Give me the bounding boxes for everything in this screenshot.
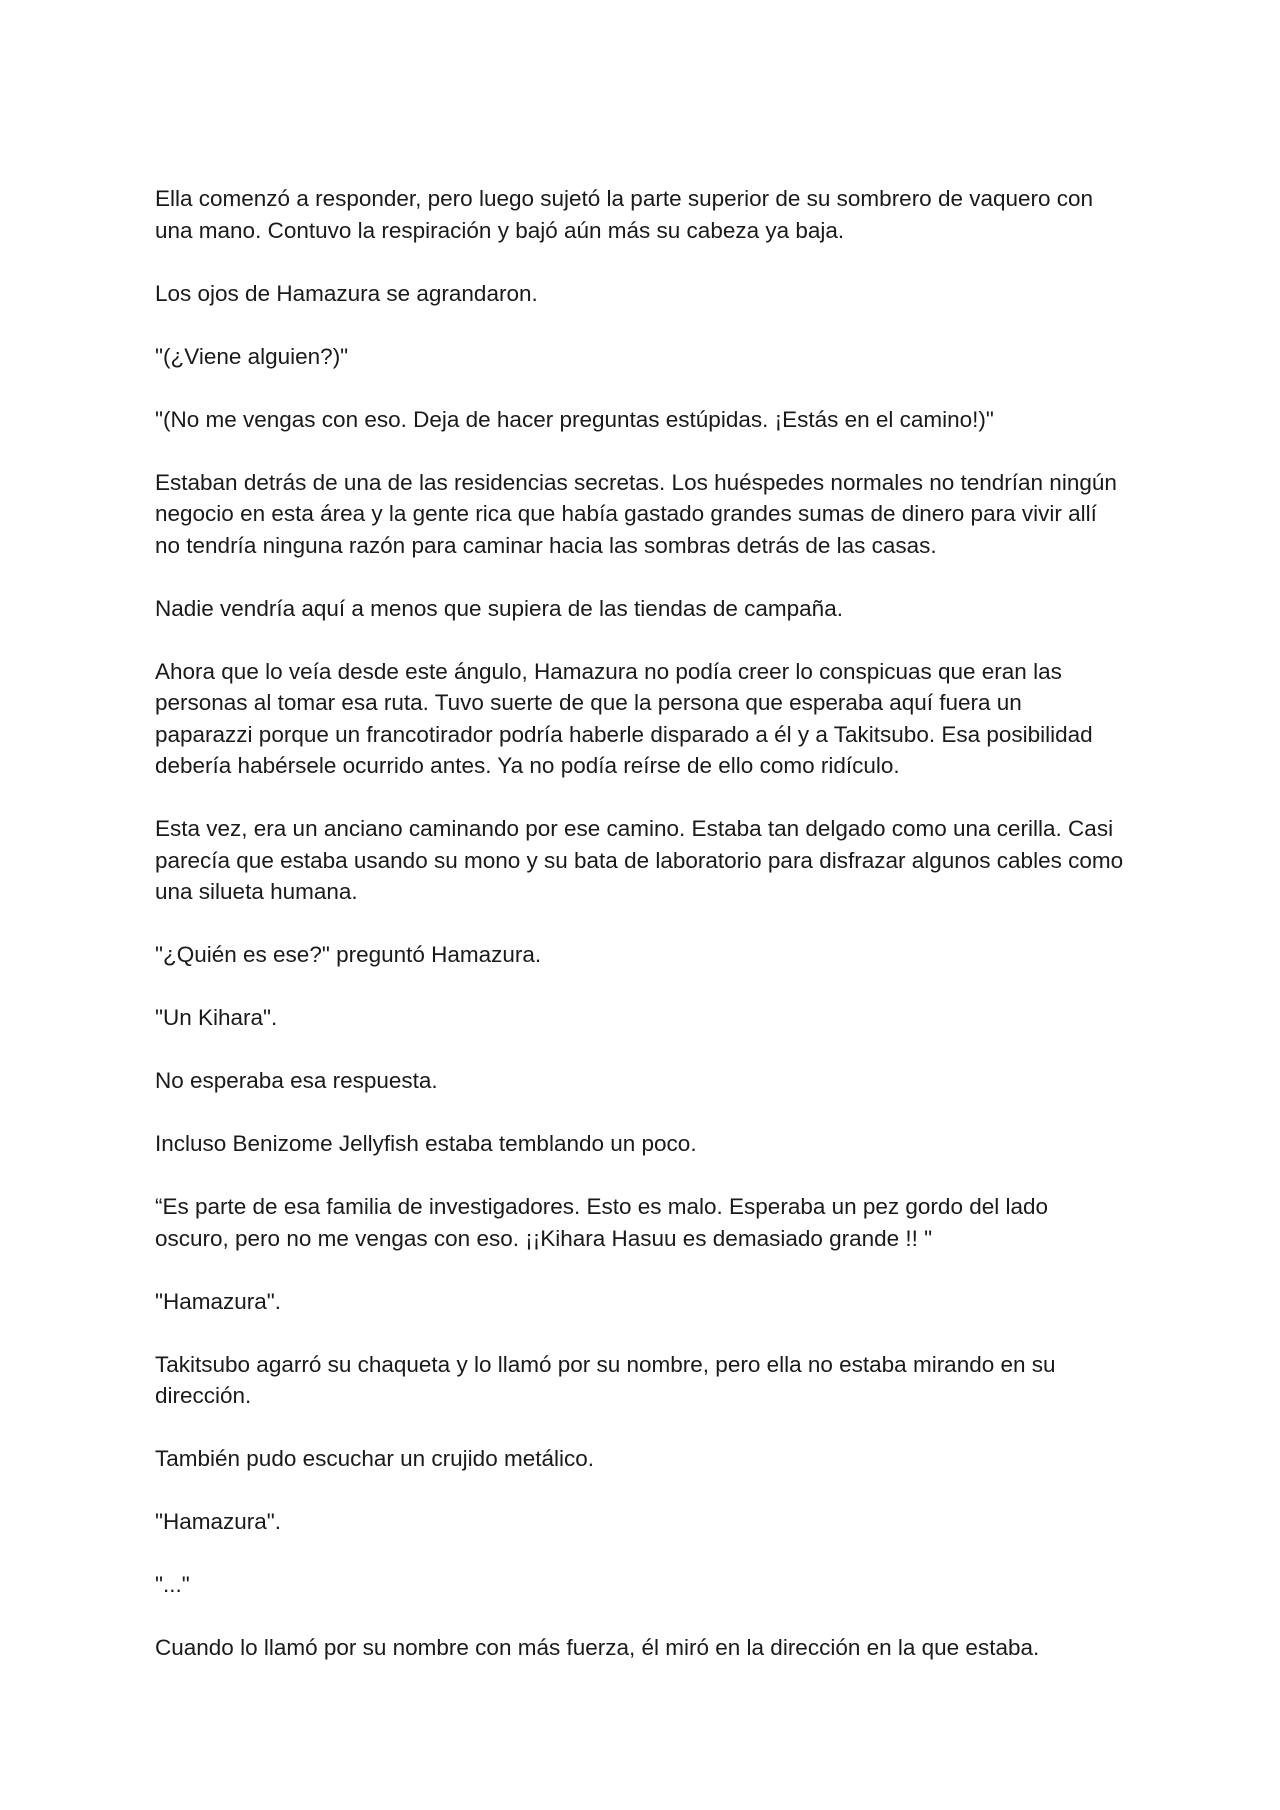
paragraph-14: "Hamazura". (155, 1288, 282, 1314)
paragraph-16: También pudo escuchar un crujido metálico. (155, 1446, 594, 1471)
paragraph-9: "¿Quién es ese?" preguntó Hamazura. (155, 942, 542, 967)
paragraph-12: Incluso Benizome Jellyfish estaba temblando un poco. (155, 1131, 697, 1156)
paragraph-4: "(No me vengas con eso. Deja de hacer preguntas estúpidas. ¡Estás en el camino!)" (155, 406, 994, 432)
paragraph-19: Cuando lo llamó por su nombre con más fuerza, él miró en la dirección en la que estaba. (155, 1635, 1040, 1660)
paragraph-7: Ahora que lo veía desde este ángulo, Hamazura no podía creer lo conspicuas que eran las personas al tomar esa ruta. Tuvo suerte de que la persona que esperaba aquí fuera un paparazzi porque un francotirador podría haberle disparado a él y a Takitsubo. Esa posibilidad debería habérsele ocurrido antes. Ya no podía reírse de ello como ridículo. (155, 658, 1093, 778)
paragraph-2: Los ojos de Hamazura se agrandaron. (155, 280, 538, 306)
paragraph-11: No esperaba esa respuesta. (155, 1068, 438, 1093)
paragraph-1: Ella comenzó a responder, pero luego sujetó la parte superior de su sombrero de vaquero con una mano. Contuvo la respiración y bajó aún más su cabeza ya baja. (155, 186, 1094, 243)
paragraph-5: Estaban detrás de una de las residencias secretas. Los huéspedes normales no tendrían ningún negocio en esta área y la gente rica que había gastado grandes sumas de dinero para vivir allí no tendría ninguna razón para caminar hacia las sombras detrás de las casas. (155, 469, 1117, 558)
paragraph-3: "(¿Viene alguien?)" (155, 343, 349, 369)
paragraph-10: "Un Kihara". (155, 1005, 278, 1030)
paragraph-13: “Es parte de esa familia de investigadores. Esto es malo. Esperaba un pez gordo del lado oscuro, pero no me vengas con eso. ¡¡Kihara Hasuu es demasiado grande !! " (155, 1194, 1049, 1251)
paragraph-6: Nadie vendría aquí a menos que supiera de las tiendas de campaña. (155, 595, 843, 621)
document-body (155, 183, 1125, 1695)
paragraph-17: "Hamazura". (155, 1509, 282, 1534)
paragraph-18: "..." (155, 1572, 190, 1597)
paragraph-8: Esta vez, era un anciano caminando por ese camino. Estaba tan delgado como una cerilla. Casi parecía que estaba usando su mono y su bata de laboratorio para disfrazar algunos cables como una silueta humana. (155, 816, 1124, 904)
paragraph-15: Takitsubo agarró su chaqueta y lo llamó por su nombre, pero ella no estaba mirando en su dirección. (155, 1351, 1056, 1408)
